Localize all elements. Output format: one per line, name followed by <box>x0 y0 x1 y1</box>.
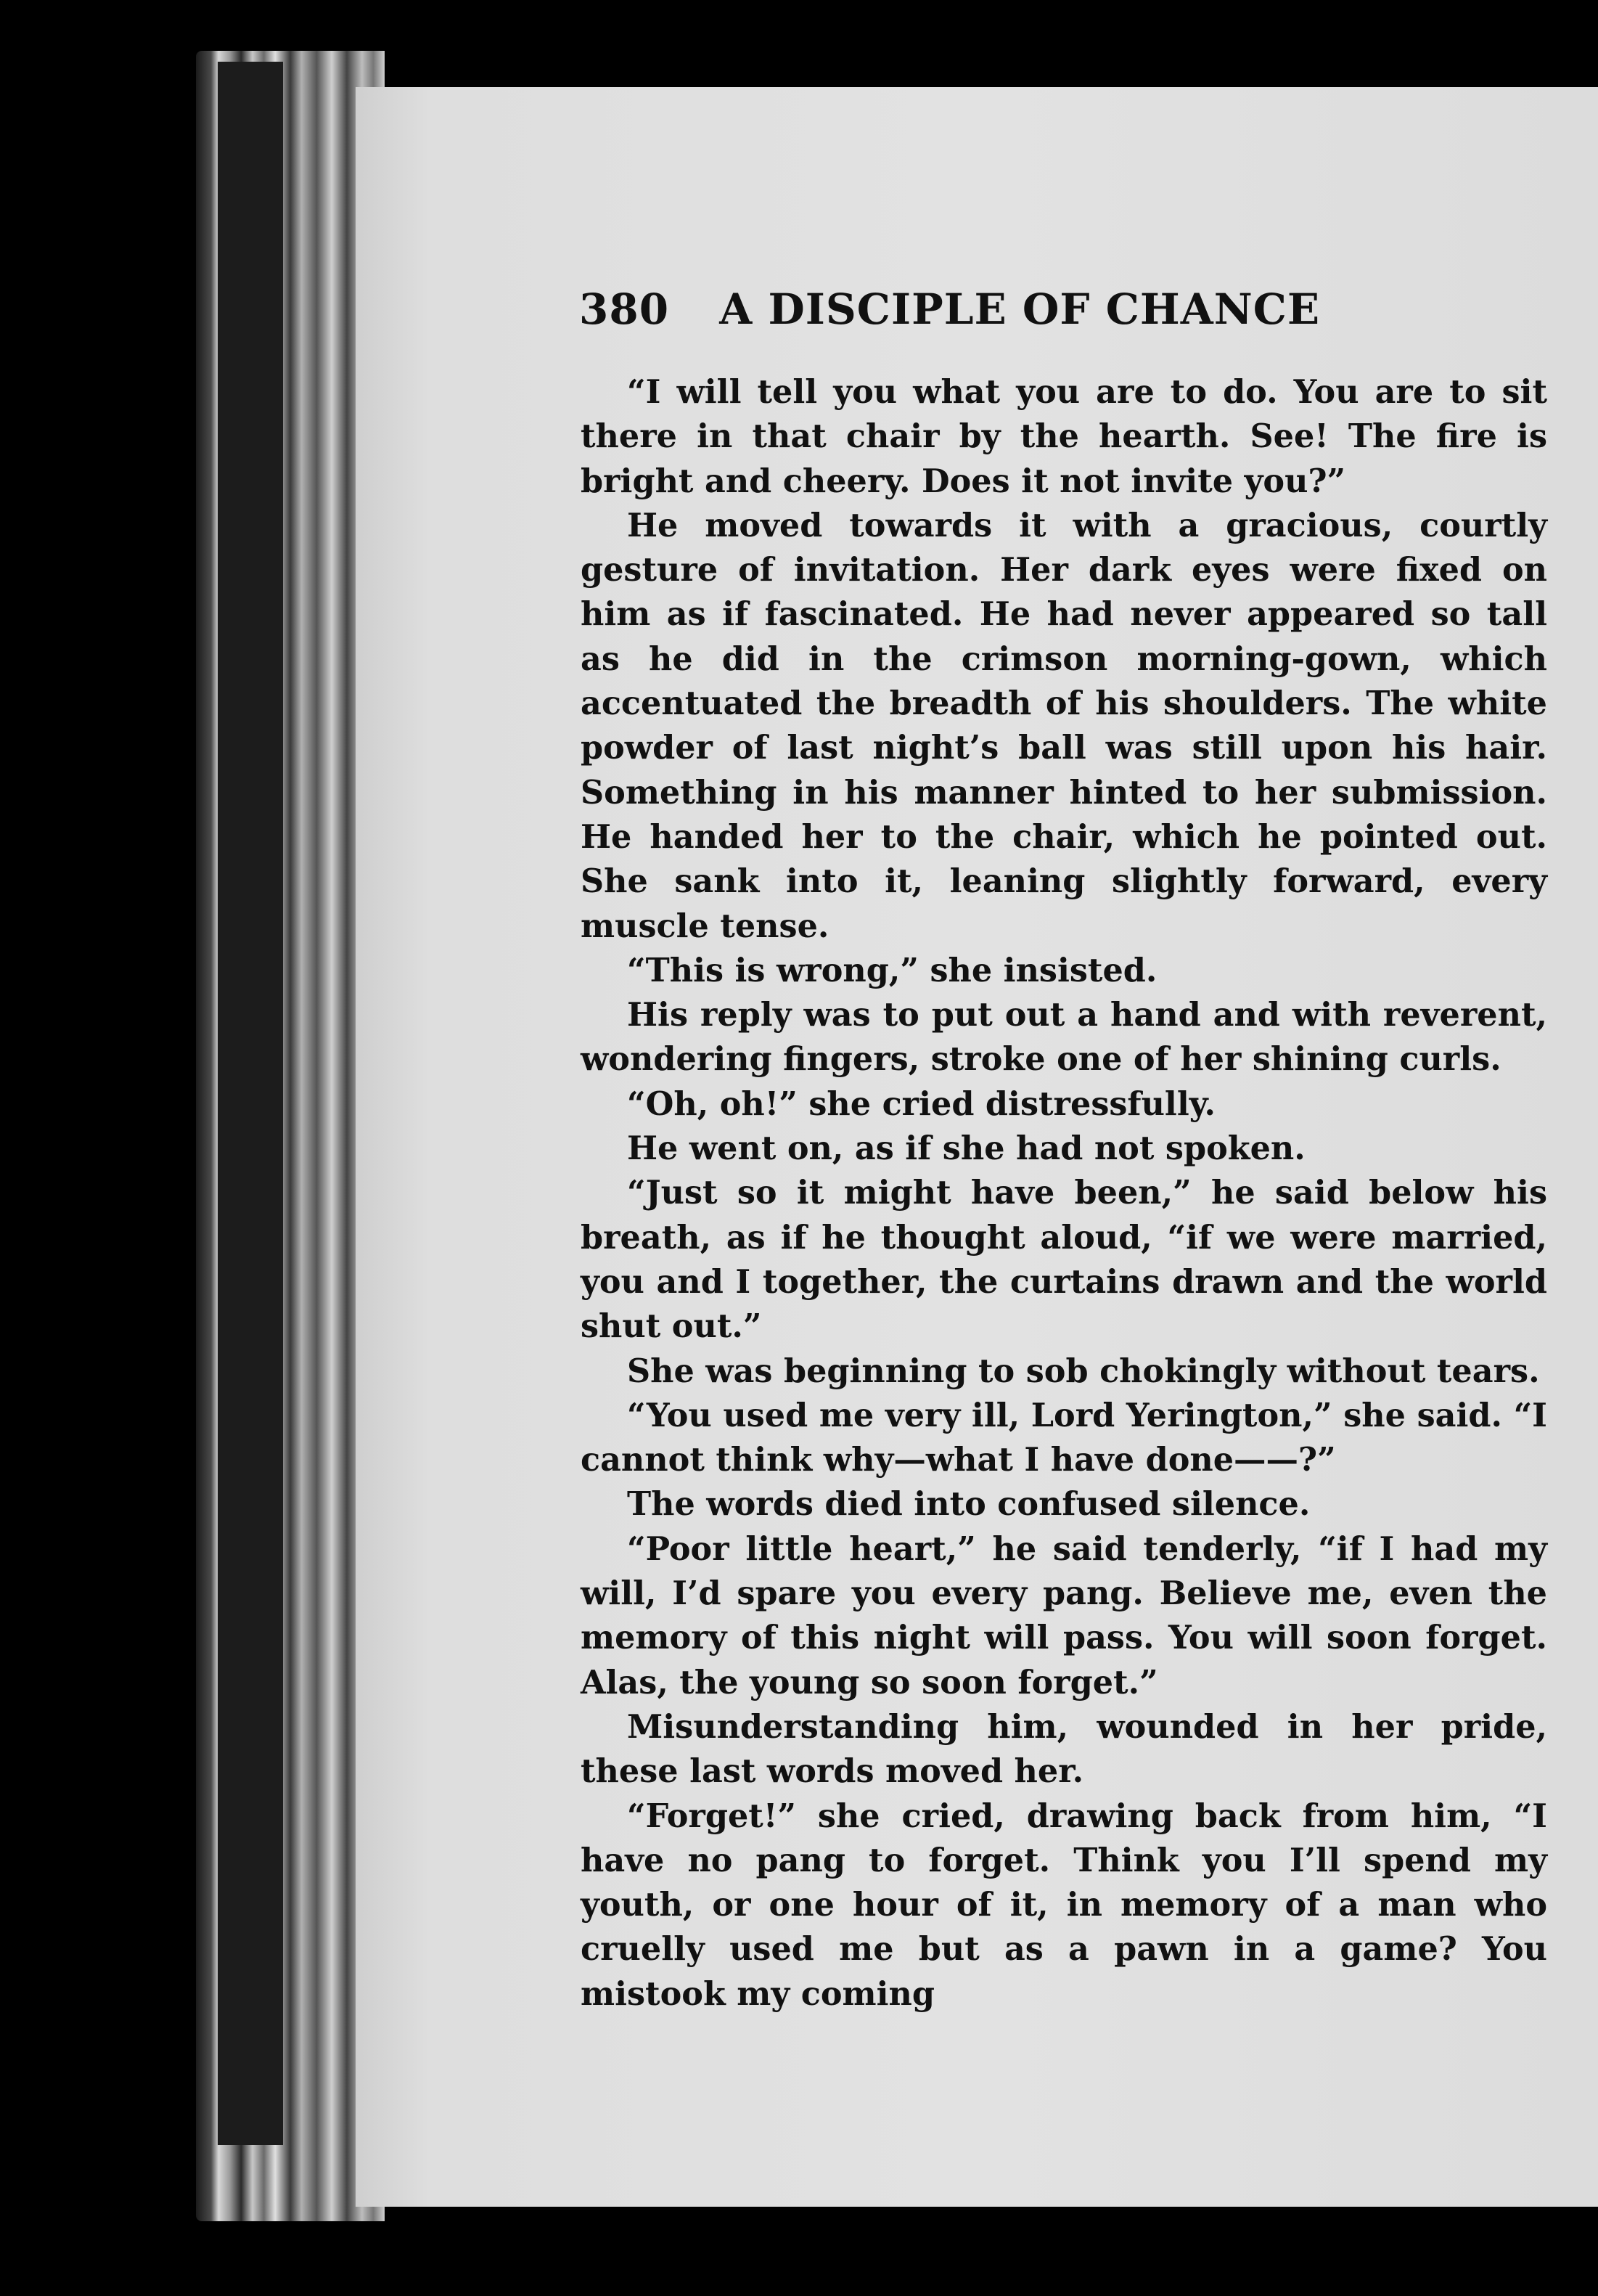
paragraph: “Poor little heart,” he said tenderly, “if I had my will, I’d spare you every pang. Believe me, even the memory of this night will pass. You will soon forget. Alas, the young so soon forget.” <box>581 1529 1547 1701</box>
paragraph: “Forget!” she cried, drawing back from him, “I have no pang to forget. Think you I’ll spend my youth, or one hour of it, in memory of a man who cruelly used me but as a pawn in a game? You mistook my coming <box>581 1797 1547 2013</box>
paragraph: She was beginning to sob chokingly without tears. <box>627 1352 1540 1390</box>
paragraph: “I will tell you what you are to do. You are to sit there in that chair by the hearth. See! The fire is bright and cheery. Does it not invite you?” <box>581 373 1547 500</box>
paragraph: He went on, as if she had not spoken. <box>627 1129 1306 1168</box>
book-binding-shadow <box>218 62 283 2145</box>
paragraph: “Oh, oh!” she cried distressfully. <box>627 1084 1216 1123</box>
paragraph: Misunderstanding him, wounded in her pride, these last words moved her. <box>581 1707 1547 1791</box>
paragraph: He moved towards it with a gracious, courtly gesture of invitation. Her dark eyes were fixed on him as if fascinated. He had never appeared so tall as he did in the crimson morning-gown, which accentuated the breadth of his shoulders. The white powder of last night’s ball was still upon his hair. Something in his manner hinted to her submission. He handed her to the chair, which he pointed out. She sank into it, leaning slightly forward, every muscle tense. <box>581 506 1547 945</box>
running-title: A DISCIPLE OF CHANCE <box>719 285 1321 334</box>
body-text <box>581 370 1547 2017</box>
paragraph: “You used me very ill, Lord Yerington,” she said. “I cannot think why—what I have done——?” <box>581 1396 1547 1479</box>
paragraph: His reply was to put out a hand and with reverent, wondering fingers, stroke one of her shining curls. <box>581 996 1547 1079</box>
running-header <box>579 285 1595 334</box>
paragraph: The words died into confused silence. <box>627 1485 1311 1524</box>
page-number: 380 <box>579 285 670 334</box>
paragraph: “Just so it might have been,” he said below his breath, as if he thought aloud, “if we were married, you and I together, the curtains drawn and the world shut out.” <box>581 1174 1547 1346</box>
paragraph: “This is wrong,” she insisted. <box>627 951 1157 989</box>
